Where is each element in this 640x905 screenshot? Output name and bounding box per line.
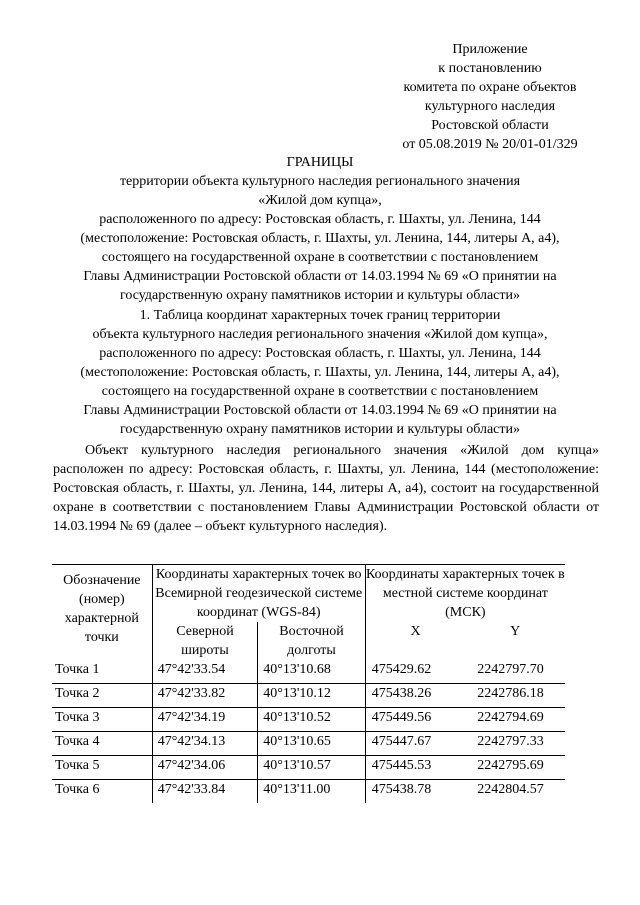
caption-line: (местоположение: Ростовская область, г. Шахты, ул. Ленина, 144, литеры А, а4), [80, 365, 560, 380]
appendix-line: к постановлению [438, 61, 542, 76]
cell-longitude: 40°13'10.52 [258, 708, 366, 732]
header-y: Y [510, 624, 521, 639]
header-longitude: Восточной долготы [258, 622, 366, 660]
document-title [40, 153, 600, 305]
cell-point-name: Точка 1 [52, 660, 152, 684]
title-line: (местоположение: Ростовская область, г. Шахты, ул. Ленина, 144, литеры А, а4), [80, 231, 560, 246]
header-latitude: Северной широты [152, 622, 258, 660]
table-caption [40, 306, 600, 439]
header-wgs84: Координаты характерных точек во Всемирной геодезической системе координат (WGS-84) [152, 565, 365, 623]
header-msk: Координаты характерных точек в местной системе координат (МСК) [365, 565, 565, 623]
table-row [52, 660, 565, 684]
cell-latitude: 47°42'34.13 [152, 732, 258, 756]
cell-longitude: 40°13'11.00 [258, 780, 366, 804]
cell-x: 475449.56 [365, 708, 465, 732]
caption-line: объекта культурного наследия регионального значения «Жилой дом купца», [92, 327, 548, 342]
cell-point-name: Точка 4 [52, 732, 152, 756]
appendix-line: Приложение [452, 42, 528, 57]
title-line: расположенного по адресу: Ростовская область, г. Шахты, ул. Ленина, 144 [99, 212, 541, 227]
cell-x: 475438.78 [365, 780, 465, 804]
cell-x: 475438.26 [365, 684, 465, 708]
appendix-line: культурного наследия [424, 99, 556, 114]
appendix-line: комитета по охране объектов [403, 80, 577, 95]
coordinates-table [52, 564, 565, 803]
cell-longitude: 40°13'10.68 [258, 660, 366, 684]
cell-longitude: 40°13'10.65 [258, 732, 366, 756]
cell-x: 475429.62 [371, 662, 432, 677]
cell-latitude: 47°42'33.84 [152, 780, 258, 804]
caption-line: расположенного по адресу: Ростовская область, г. Шахты, ул. Ленина, 144 [99, 346, 541, 361]
caption-line: 1. Таблица координат характерных точек границ территории [139, 308, 501, 323]
appendix-header [385, 40, 595, 154]
title-line: состоящего на государственной охране в соответствии с постановлением [101, 250, 539, 265]
caption-line: состоящего на государственной охране в соответствии с постановлением [101, 384, 539, 399]
title-line: территории объекта культурного наследия регионального значения [119, 174, 521, 189]
title-heading: ГРАНИЦЫ [286, 155, 354, 170]
cell-y: 2242797.70 [477, 662, 544, 677]
cell-y: 2242795.69 [465, 756, 565, 780]
cell-latitude: 47°42'34.19 [152, 708, 258, 732]
cell-point-name: Точка 6 [52, 780, 152, 804]
cell-longitude: 40°13'10.12 [258, 684, 366, 708]
header-x: X [410, 624, 421, 639]
cell-longitude: 40°13'10.57 [258, 756, 366, 780]
table-row [52, 684, 565, 708]
title-line: Главы Администрации Ростовской области от 14.03.1994 № 69 «О принятии на [83, 269, 557, 284]
caption-line: государственную охрану памятников истории и культуры области» [120, 422, 520, 437]
header-point-designation: Обозначение (номер) характерной точки [52, 565, 152, 661]
description-paragraph: Объект культурного наследия регионального значения «Жилой дом купца» расположен по адресу: Ростовская область, г. Шахты, ул. Ленина, 144 (местоположение: Ростовская область, г. Шахты, ул. Ленина, 144, литеры А, а4), состоит на государственной охране в соответствии с постановлением Главы Администрации Ростовской области от 14.03.1994 № 69 (далее – объект культурного наследия). [53, 443, 599, 534]
appendix-date-line: от 05.08.2019 № 20/01-01/329 [402, 137, 578, 152]
cell-y: 2242786.18 [465, 684, 565, 708]
table-row [52, 756, 565, 780]
title-line: государственную охрану памятников истории и культуры области» [120, 288, 520, 303]
cell-point-name: Точка 2 [52, 684, 152, 708]
cell-y: 2242797.33 [465, 732, 565, 756]
table-header-row [52, 565, 565, 623]
cell-latitude: 47°42'33.54 [152, 660, 258, 684]
cell-point-name: Точка 5 [52, 756, 152, 780]
table-row [52, 708, 565, 732]
cell-latitude: 47°42'34.06 [152, 756, 258, 780]
cell-x: 475447.67 [365, 732, 465, 756]
table-row [52, 780, 565, 804]
title-line: «Жилой дом купца», [258, 193, 382, 208]
cell-latitude: 47°42'33.82 [152, 684, 258, 708]
table-row [52, 732, 565, 756]
cell-x: 475445.53 [365, 756, 465, 780]
cell-y: 2242794.69 [465, 708, 565, 732]
cell-point-name: Точка 3 [52, 708, 152, 732]
caption-line: Главы Администрации Ростовской области от 14.03.1994 № 69 «О принятии на [83, 403, 557, 418]
appendix-line: Ростовской области [431, 118, 549, 133]
cell-y: 2242804.57 [465, 780, 565, 804]
